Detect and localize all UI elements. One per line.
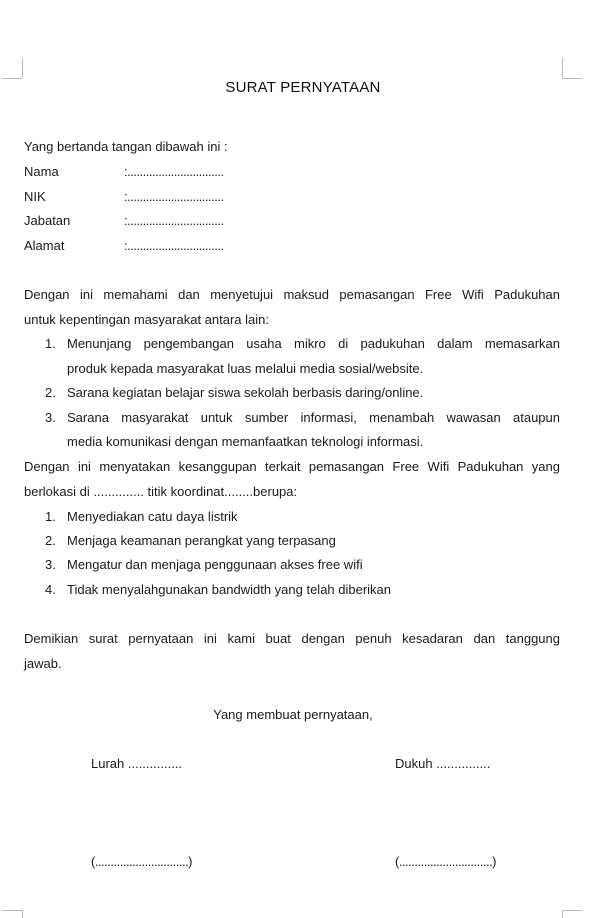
intro-text: Yang bertanda tangan dibawah ini : <box>24 139 228 154</box>
signoff-text: Yang membuat pernyataan, <box>213 707 373 722</box>
field-label-nama: Nama <box>24 164 59 179</box>
paragraph-line: Demikian surat pernyataan ini kami buat dengan penuh kesadaran dan tanggung <box>24 631 560 646</box>
paragraph-line: jawab. <box>24 656 62 671</box>
list-item: Sarana kegiatan belajar siswa sekolah berbasis daring/online. <box>67 385 424 400</box>
paragraph-line: Dengan ini menyatakan kesanggupan terkait pemasangan Free Wifi Padukuhan yang <box>24 459 560 474</box>
list-number: 1. <box>45 509 56 524</box>
list-number: 2. <box>45 533 56 548</box>
list-number: 3. <box>45 410 56 425</box>
list-item: media komunikasi dengan memanfaatkan teknologi informasi. <box>67 434 424 449</box>
field-label-jabatan: Jabatan <box>24 213 71 228</box>
paragraph-line: berlokasi di .............. titik koordinat........berupa: <box>24 484 298 499</box>
page-corner-mark <box>562 910 582 911</box>
paragraph-line: Dengan ini memahami dan menyetujui maksud pemasangan Free Wifi Padukuhan <box>24 287 560 302</box>
list-number: 4. <box>45 582 56 597</box>
list-number: 1. <box>45 336 56 351</box>
list-item: Tidak menyalahgunakan bandwidth yang telah diberikan <box>67 582 392 597</box>
list-item: Menjaga keamanan perangkat yang terpasang <box>67 533 336 548</box>
list-item: produk kepada masyarakat luas melalui media sosial/website. <box>67 361 424 376</box>
signature-title-right: Dukuh ............... <box>395 756 491 771</box>
signature-title-left: Lurah ............... <box>91 756 183 771</box>
field-label-nik: NIK <box>24 189 46 204</box>
signature-name-right[interactable]: (..............................) <box>395 854 497 869</box>
document-title: SURAT PERNYATAAN <box>225 79 381 96</box>
field-value-nama[interactable]: :............................... <box>124 164 224 179</box>
field-value-jabatan[interactable]: :............................... <box>124 213 224 228</box>
list-item: Sarana masyarakat untuk sumber informasi, menambah wawasan ataupun <box>67 410 560 425</box>
field-value-alamat[interactable]: :............................... <box>124 238 224 253</box>
signature-name-left[interactable]: (..............................) <box>91 854 193 869</box>
field-label-alamat: Alamat <box>24 238 65 253</box>
page-corner-mark <box>562 58 563 78</box>
paragraph-line: untuk kepentingan masyarakat antara lain: <box>24 312 269 327</box>
list-item: Menunjang pengembangan usaha mikro di padukuhan dalam memasarkan <box>67 336 560 351</box>
field-value-nik[interactable]: :............................... <box>124 189 224 204</box>
list-number: 3. <box>45 557 56 572</box>
list-number: 2. <box>45 385 56 400</box>
page-corner-mark <box>2 910 22 911</box>
list-item: Mengatur dan menjaga penggunaan akses free wifi <box>67 557 363 572</box>
list-item: Menyediakan catu daya listrik <box>67 509 238 524</box>
page-corner-mark <box>22 58 23 78</box>
